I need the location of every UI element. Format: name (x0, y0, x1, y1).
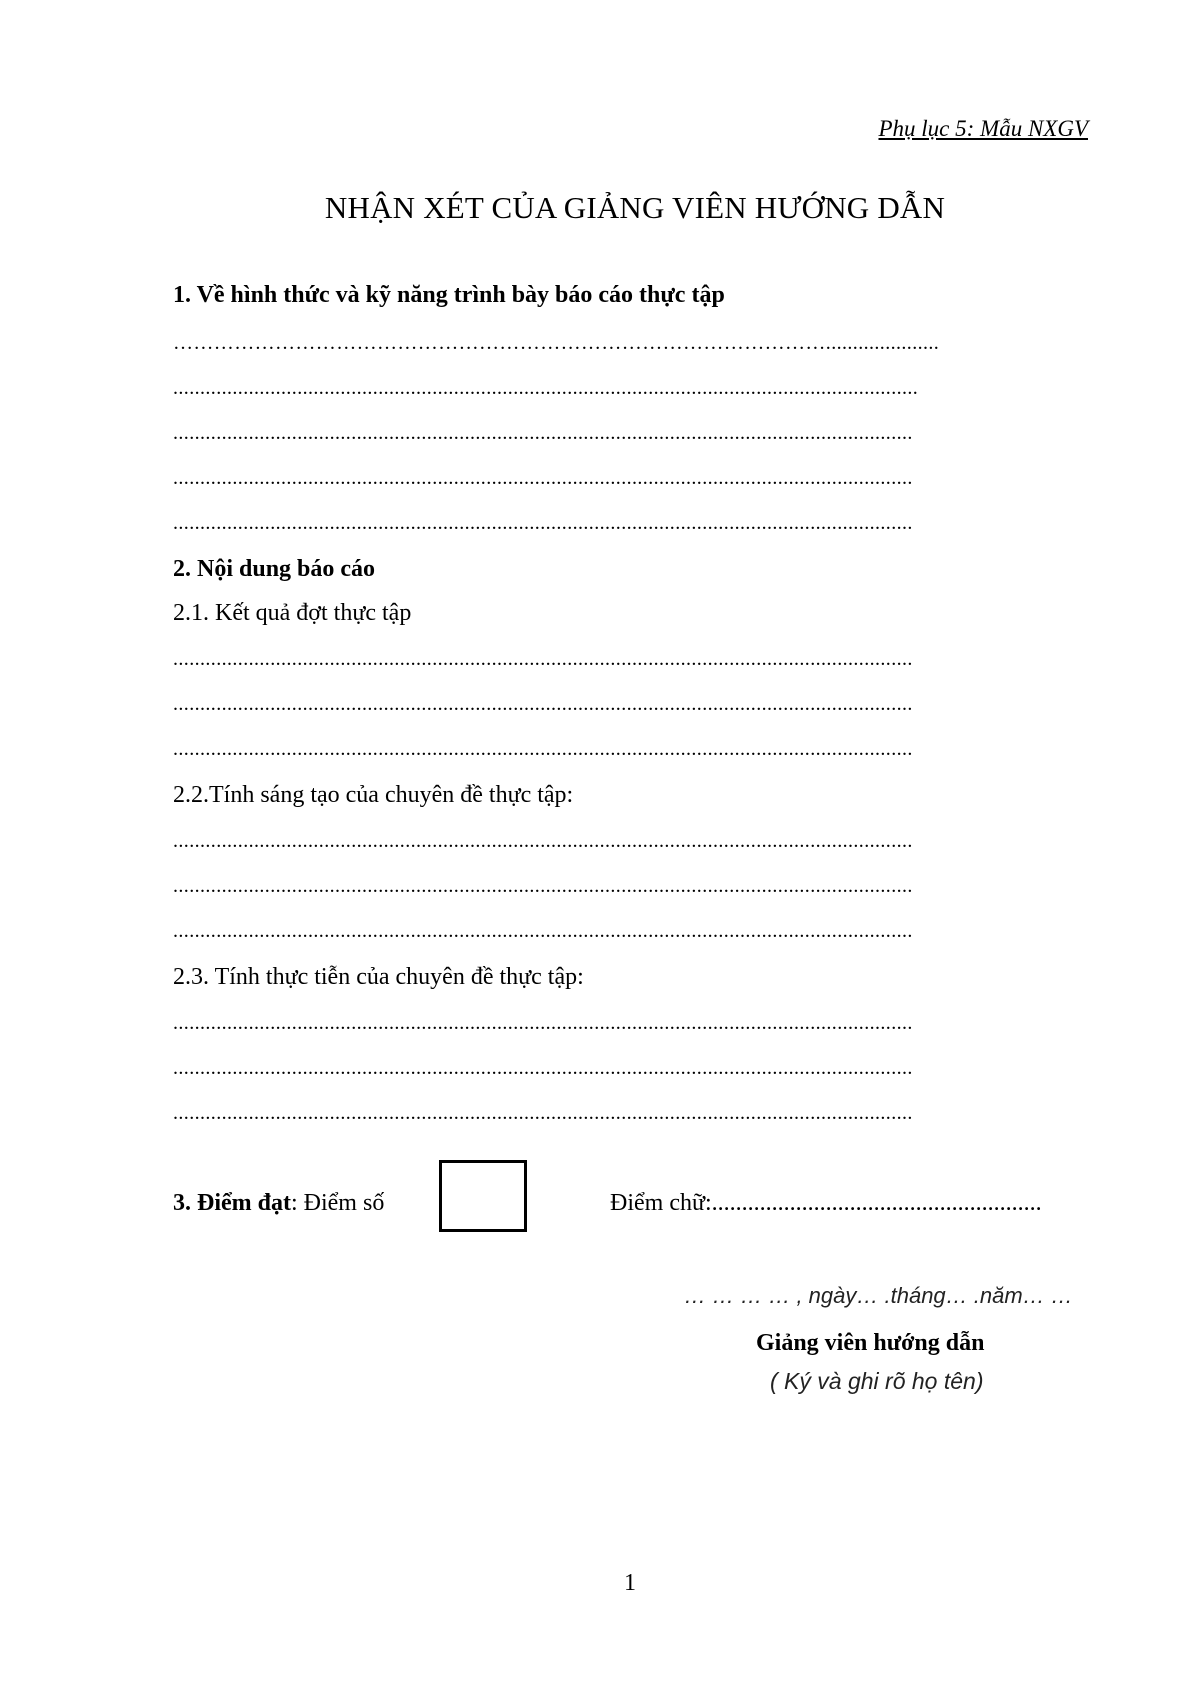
score-number-box[interactable] (439, 1160, 527, 1232)
date-line: … … … … , ngày… .tháng… .năm… … (684, 1283, 1073, 1308)
section-1-line-1: ……………………………………………………………………………………..................... (173, 332, 940, 354)
section-1-line-2: .......................................................................................................................................... (173, 377, 919, 399)
signer-note: ( Ký và ghi rõ họ tên) (770, 1368, 984, 1394)
page-number: 1 (624, 1570, 636, 1596)
section-2-1-label: 2.1. Kết quả đợt thực tập (173, 600, 412, 626)
section-2-heading: 2. Nội dung báo cáo (173, 556, 376, 582)
section-1-line-3: ......................................................................................................................................... (173, 422, 913, 444)
section-2-3-line-3: ......................................................................................................................................... (173, 1102, 913, 1124)
section-1-line-5: ......................................................................................................................................... (173, 512, 913, 534)
section-2-1-line-3: ......................................................................................................................................... (173, 738, 913, 760)
page-title: NHẬN XÉT CỦA GIẢNG VIÊN HƯỚNG DẪN (324, 190, 946, 225)
signer-title: Giảng viên hướng dẫn (756, 1330, 985, 1356)
section-1-heading: 1. Về hình thức và kỹ năng trình bày báo cáo thực tập (173, 282, 725, 308)
section-2-2-line-3: ......................................................................................................................................... (173, 920, 913, 942)
score-number-label: : Điểm số (290, 1190, 385, 1216)
section-2-3-label: 2.3. Tính thực tiễn của chuyên đề thực tập: (173, 964, 584, 990)
score-heading: 3. Điểm đạt (173, 1190, 291, 1216)
section-2-1-line-2: ......................................................................................................................................... (173, 693, 913, 715)
section-2-2-line-2: ......................................................................................................................................... (173, 875, 913, 897)
section-2-3-line-2: ......................................................................................................................................... (173, 1057, 913, 1079)
score-words-field[interactable]: Điểm chữ:....................................................... (610, 1190, 1042, 1216)
appendix-label: Phụ lục 5: Mẫu NXGV (878, 116, 1088, 141)
section-1-line-4: ......................................................................................................................................... (173, 467, 913, 489)
section-2-2-line-1: ......................................................................................................................................... (173, 830, 913, 852)
section-2-1-line-1: ......................................................................................................................................... (173, 648, 913, 670)
section-2-2-label: 2.2.Tính sáng tạo của chuyên đề thực tập: (173, 782, 574, 808)
score-label (173, 1190, 384, 1217)
section-2-3-line-1: ......................................................................................................................................... (173, 1012, 913, 1034)
